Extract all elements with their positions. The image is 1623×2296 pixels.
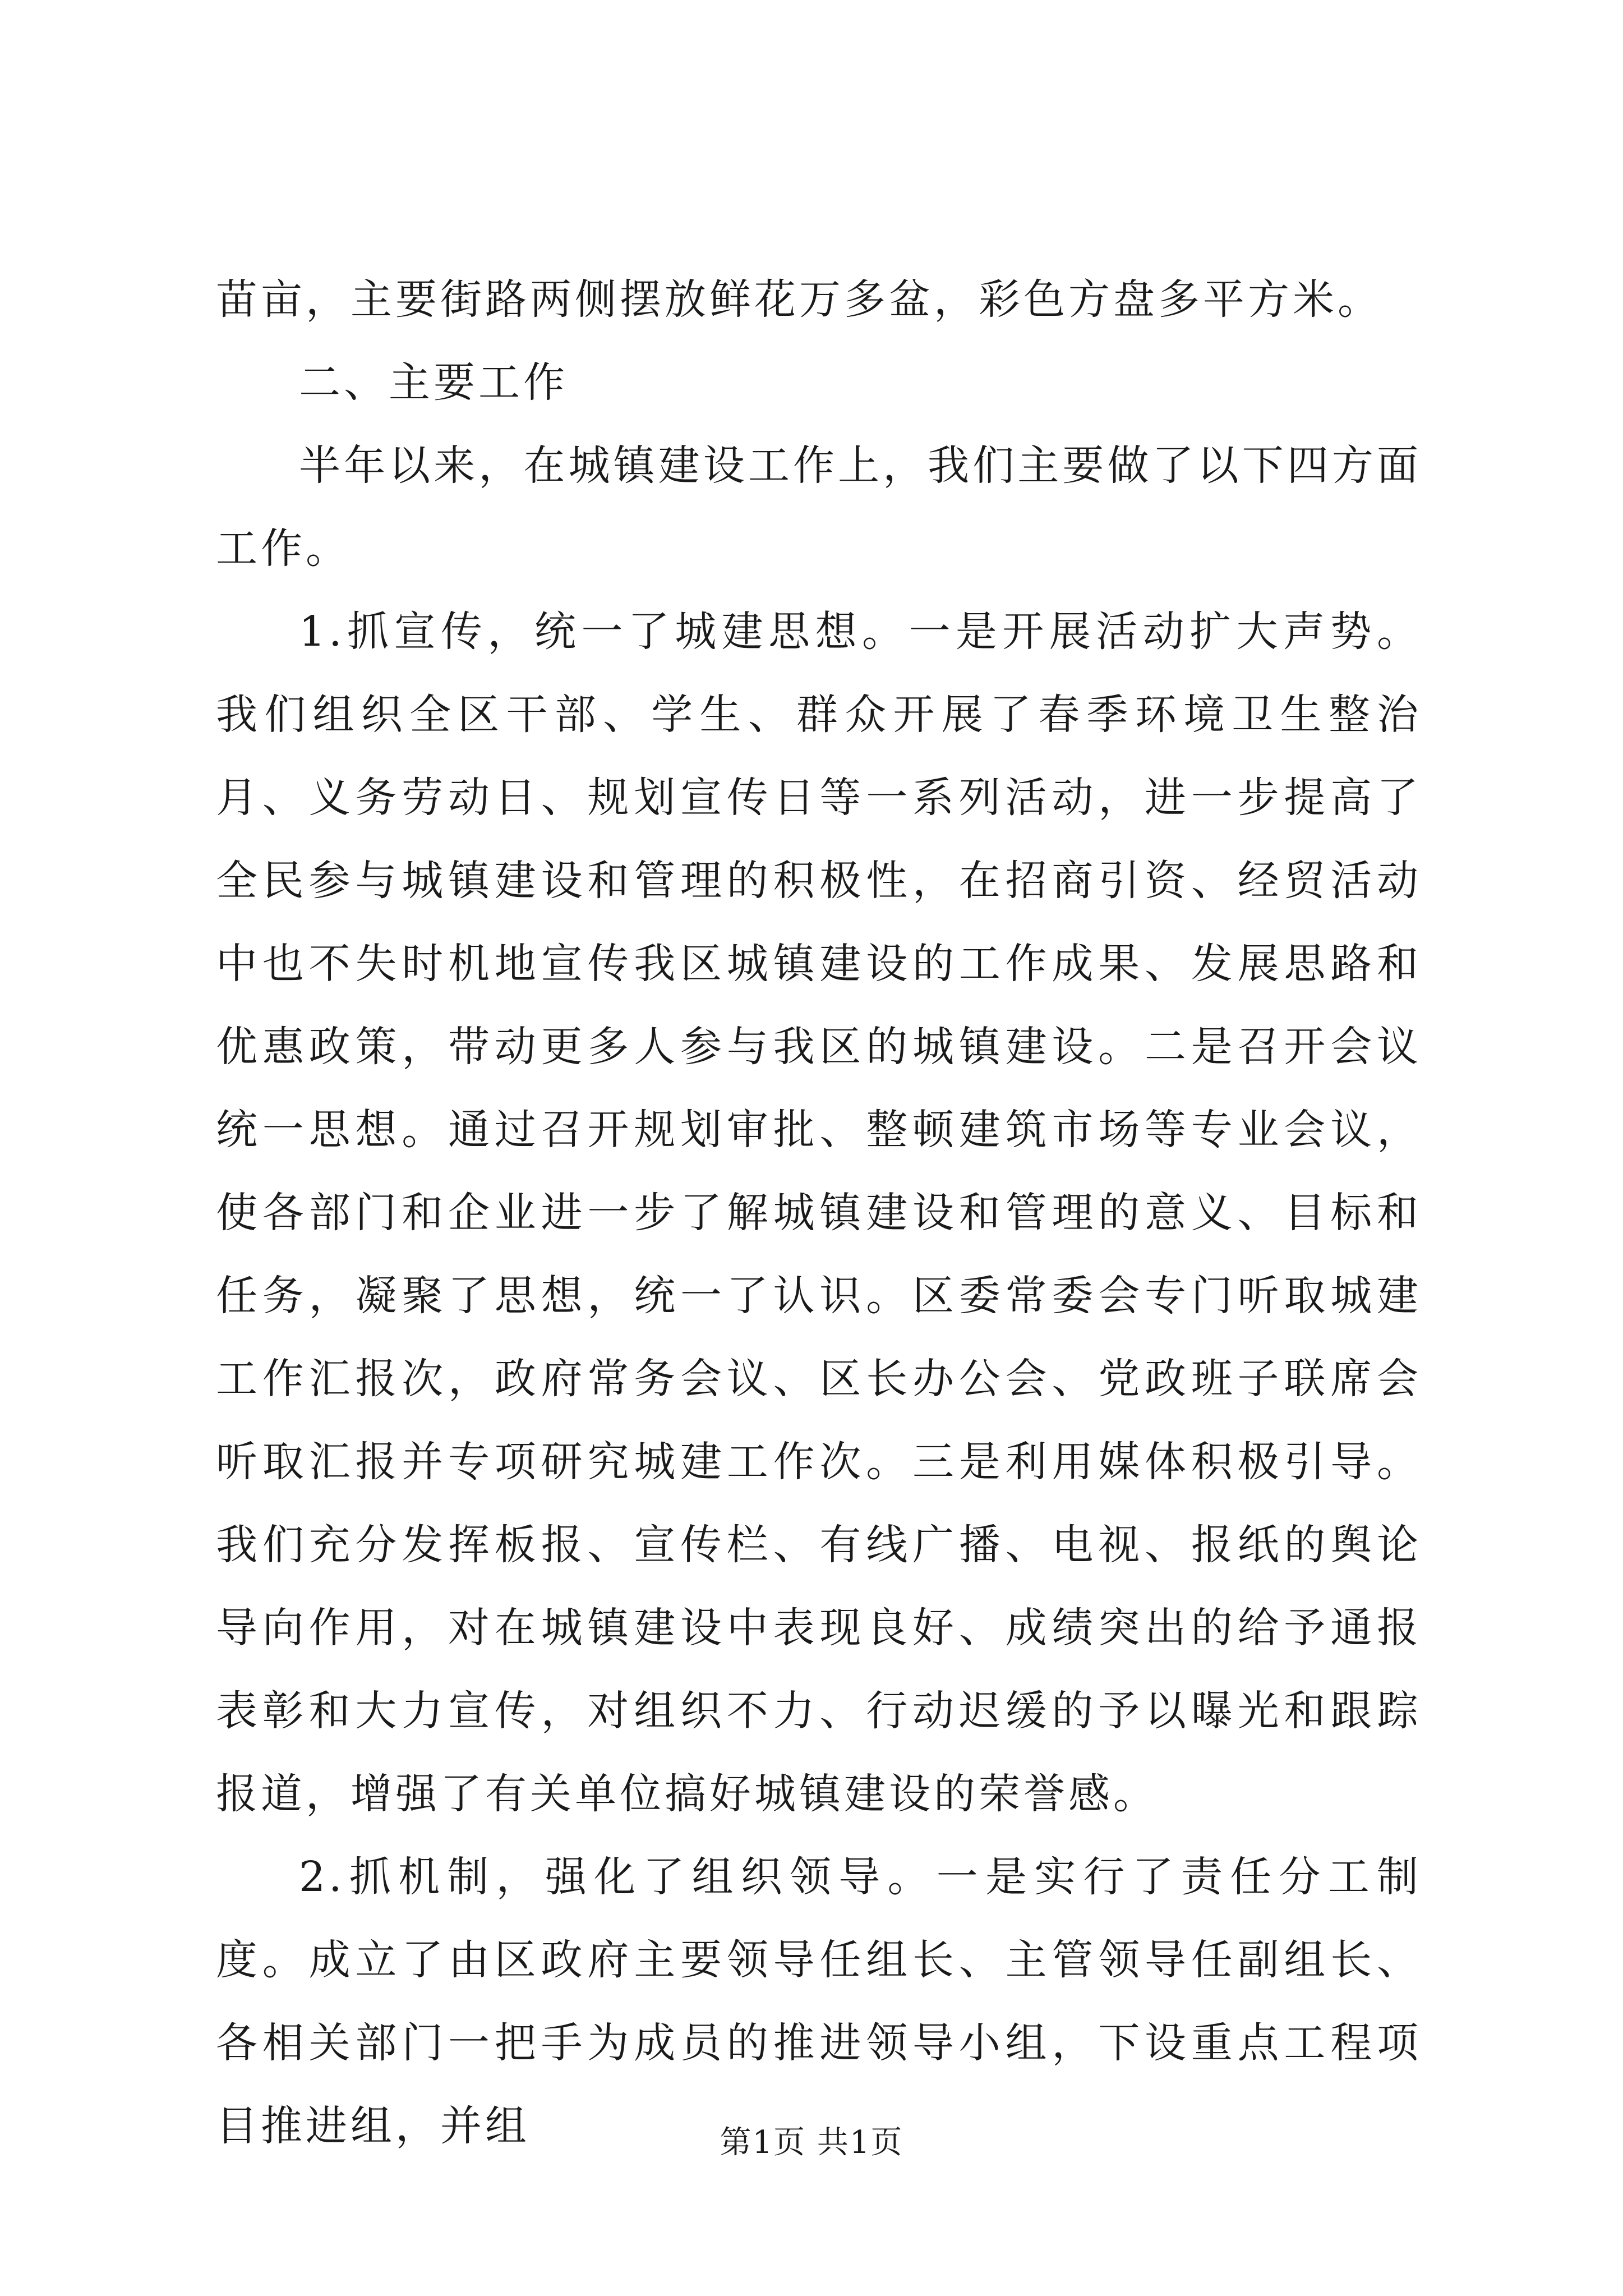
paragraph-intro: 半年以来，在城镇建设工作上，我们主要做了以下四方面工作。: [216, 441, 1422, 573]
document-body: [216, 258, 1422, 2168]
paragraph-item-2: 2.抓机制，强化了组织领导。一是实行了责任分工制度。成立了由区政府主要领导任组长、主管领导任副组长、各相关部门一把手为成员的推进领导小组，下设重点工程项目推进组，并组: [216, 1853, 1422, 2150]
section-heading: 二、主要工作: [299, 358, 568, 407]
paragraph-continuation: 苗亩，主要街路两侧摆放鲜花万多盆，彩色方盘多平方米。: [216, 275, 1382, 324]
paragraph-item-1: 1.抓宣传，统一了城建思想。一是开展活动扩大声势。我们组织全区干部、学生、群众开展了春季环境卫生整治月、义务劳动日、规划宣传日等一系列活动，进一步提高了全民参与城镇建设和管理的积极性，在招商引资、经贸活动中也不失时机地宣传我区城镇建设的工作成果、发展思路和优惠政策，带动更多人参与我区的城镇建设。二是召开会议统一思想。通过召开规划审批、整顿建筑市场等专业会议，使各部门和企业进一步了解城镇建设和管理的意义、目标和任务，凝聚了思想，统一了认识。区委常委会专门听取城建工作汇报次，政府常务会议、区长办公会、党政班子联席会听取汇报并专项研究城建工作次。三是利用媒体积极引导。我们充分发挥板报、宣传栏、有线广播、电视、报纸的舆论导向作用，对在城镇建设中表现良好、成绩突出的给予通报表彰和大力宣传，对组织不力、行动迟缓的予以曝光和跟踪报道，增强了有关单位搞好城镇建设的荣誉感。: [216, 608, 1422, 1818]
page-footer: 第1页 共1页: [720, 2124, 903, 2161]
